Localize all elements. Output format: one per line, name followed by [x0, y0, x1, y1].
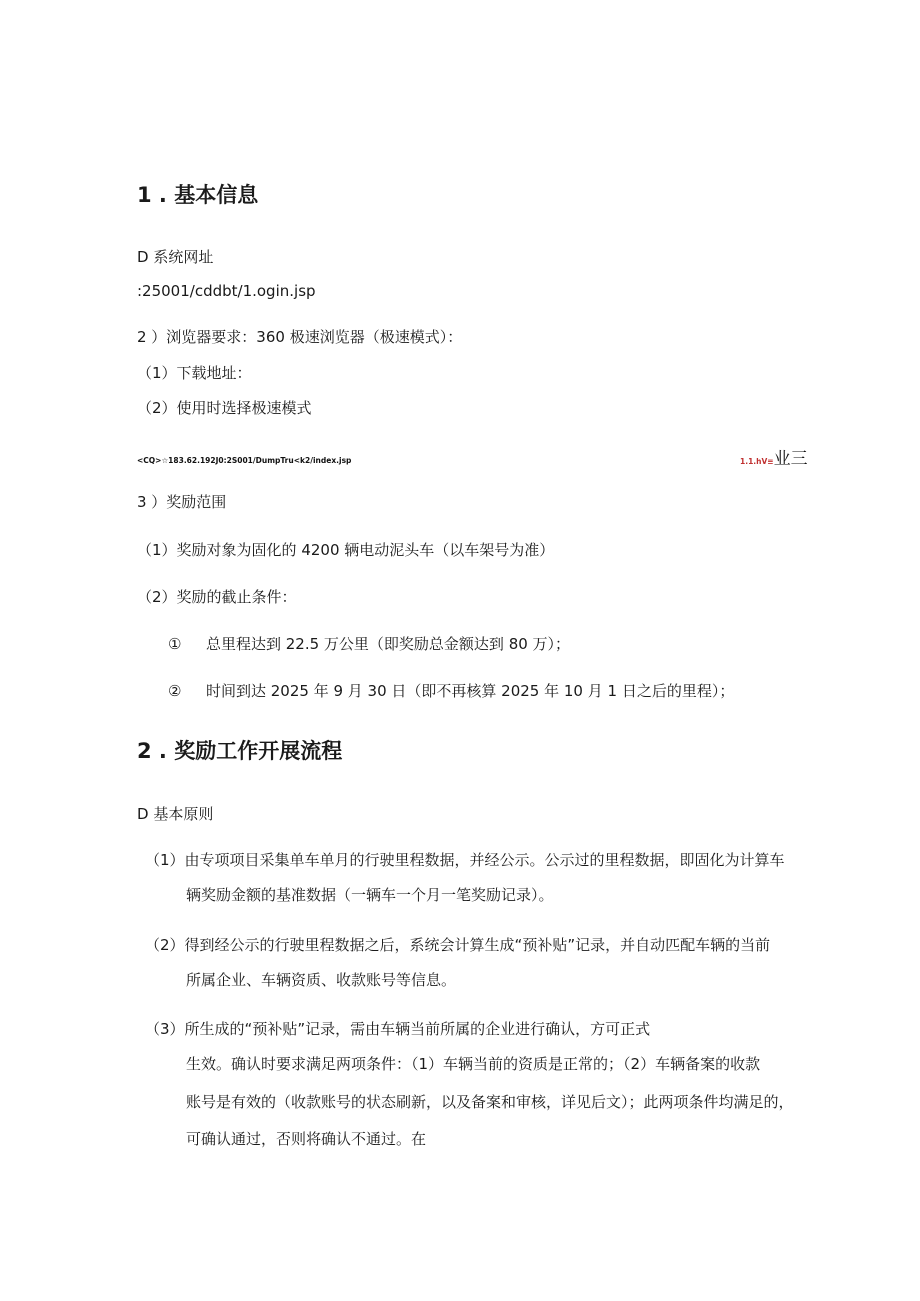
condition-2-marker: ② [168, 682, 182, 700]
section-2-heading: 2 . 奖励工作开展流程 [137, 739, 343, 763]
principle-1-line-2: 辆奖励金额的基准数据（一辆车一个月一笔奖励记录）。 [186, 886, 554, 904]
principle-3-line-3: 账号是有效的（收款账号的状态刷新，以及备案和审核，详见后文）；此两项条件均满足的， [186, 1093, 794, 1111]
address-bar-right-text [740, 449, 808, 472]
system-url: :25001/cddbt/1.ogin.jsp [137, 282, 316, 300]
principle-3-line-2: 生效。确认时要求满足两项条件：（1）车辆当前的资质是正常的；（2）车辆备案的收款 [186, 1055, 761, 1073]
principle-3-line-1: （3）所生成的“预补贴”记录，需由车辆当前所属的企业进行确认，方可正式 [145, 1020, 651, 1038]
speed-mode-note: （2）使用时选择极速模式 [137, 399, 312, 417]
condition-1-marker: ① [168, 635, 182, 653]
reward-scope-label: 3 ）奖励范围 [137, 493, 227, 511]
address-bar-url-text: <CQ>☆183.62.192J0:2S001/DumpTru<k2/index.jsp [137, 456, 352, 465]
download-address-label: （1）下载地址： [137, 364, 252, 382]
reward-target: （1）奖励对象为固化的 4200 辆电动泥头车（以车架号为准） [137, 541, 555, 559]
system-url-label: D 系统网址 [137, 248, 214, 266]
principle-2-line-1: （2）得到经公示的行驶里程数据之后，系统会计算生成“预补贴”记录，并自动匹配车辆的当前 [145, 936, 771, 954]
section-1-heading: 1 . 基本信息 [137, 183, 259, 207]
basic-principles-label: D 基本原则 [137, 805, 214, 823]
address-bar-right-small: 1.1.hV≡ [740, 457, 774, 466]
principle-1-line-1: （1）由专项项目采集单车单月的行驶里程数据，并经公示。公示过的里程数据，即固化为计算车 [145, 851, 785, 869]
reward-end-conditions-label: （2）奖励的截止条件： [137, 588, 297, 606]
principle-2-line-2: 所属企业、车辆资质、收款账号等信息。 [186, 971, 457, 989]
principle-3-line-4: 可确认通过，否则将确认不通过。在 [186, 1130, 427, 1148]
condition-1-text: 总里程达到 22.5 万公里（即奖励总金额达到 80 万）； [206, 635, 571, 653]
browser-requirement: 2 ）浏览器要求：360 极速浏览器（极速模式）： [137, 328, 463, 346]
condition-2-text: 时间到达 2025 年 9 月 30 日（即不再核算 2025 年 10 月 1 日之后的里程）； [206, 682, 735, 700]
address-bar-right-big: 业三 [773, 449, 808, 469]
